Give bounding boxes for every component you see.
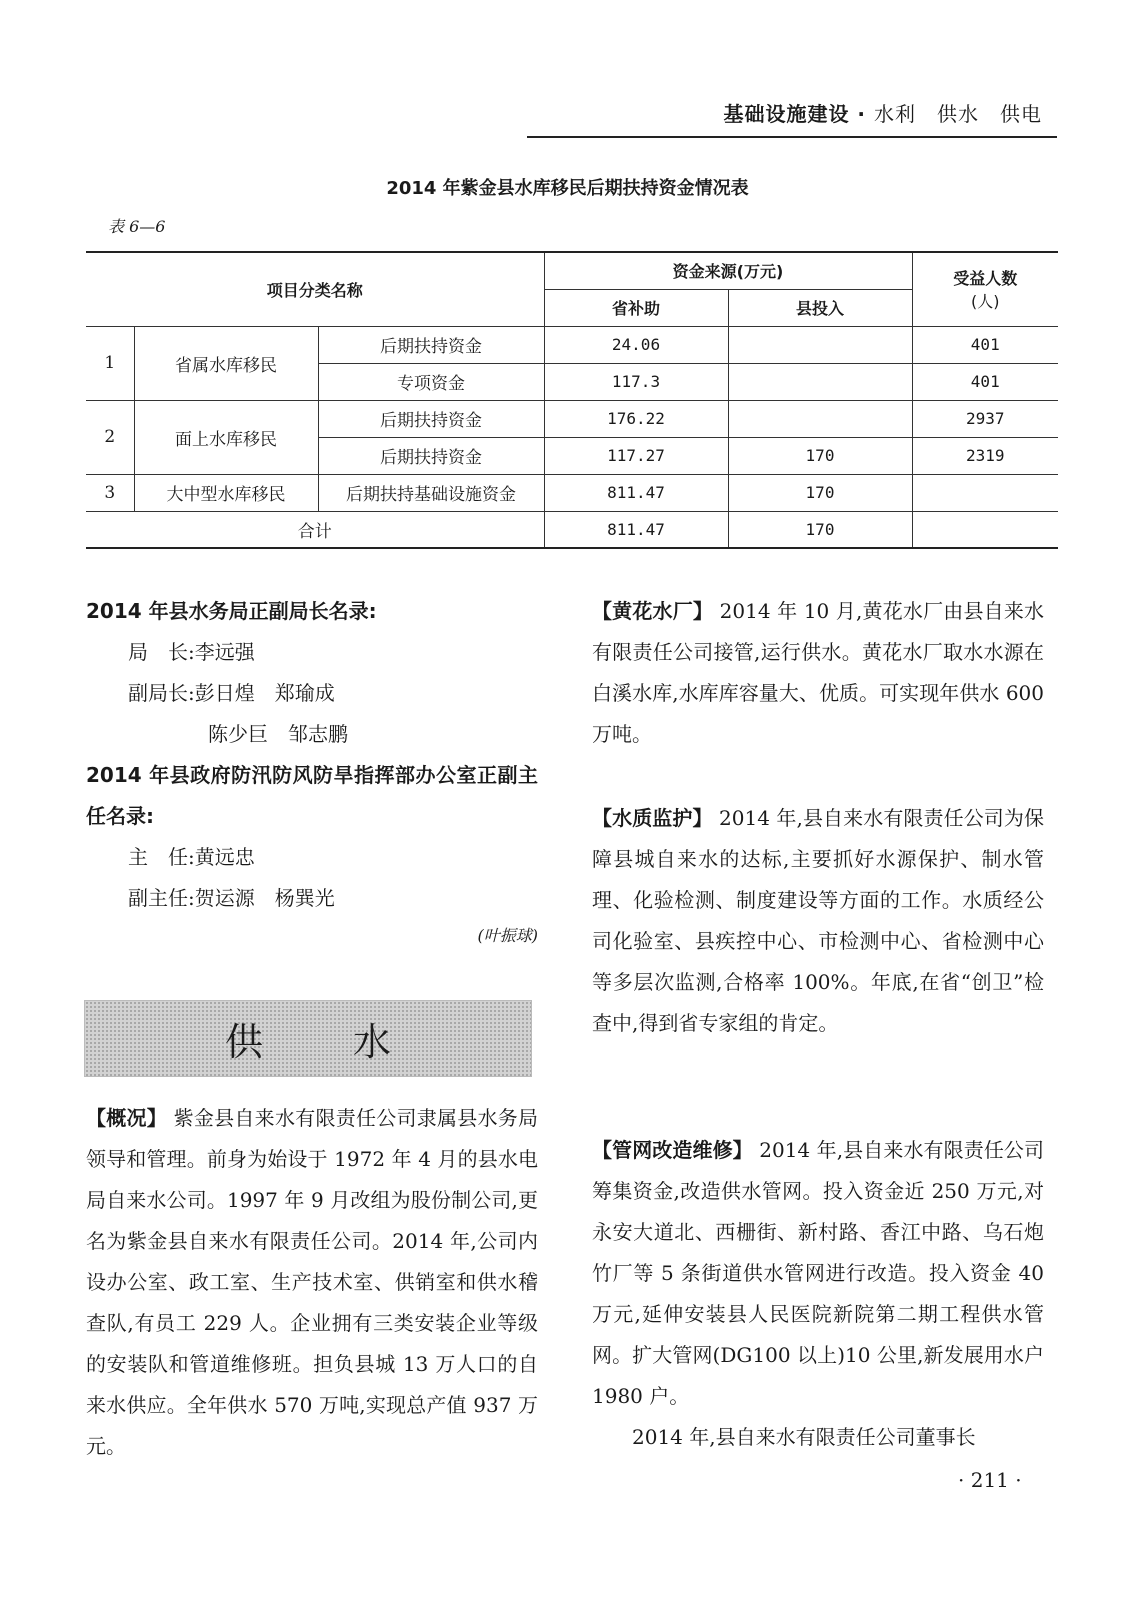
table-title: 2014 年紫金县水库移民后期扶持资金情况表 — [386, 178, 749, 199]
header-beneficiaries-unit: (人) — [971, 292, 1000, 312]
row-county — [728, 400, 912, 437]
table-number: 表 6—6 — [108, 217, 166, 236]
row-beneficiaries: 401 — [912, 363, 1058, 400]
row-beneficiaries: 401 — [912, 326, 1058, 363]
funding-table — [86, 251, 1058, 549]
chairman-line: 2014 年,县自来水有限责任公司董事长 — [632, 1425, 976, 1449]
row-provincial: 811.47 — [544, 474, 728, 511]
row-provincial: 117.3 — [544, 363, 728, 400]
row-number: 2 — [86, 400, 134, 474]
row-county: 170 — [728, 474, 912, 511]
bureau-director: 局 长:李远强 — [128, 640, 255, 664]
row-provincial: 24.06 — [544, 326, 728, 363]
row-number: 1 — [86, 326, 134, 400]
quality-paragraph — [592, 798, 1044, 1044]
pipe-label: 【管网改造维修】 — [592, 1138, 753, 1162]
total-beneficiaries — [912, 511, 1058, 548]
header-beneficiaries-label: 受益人数 — [953, 269, 1018, 289]
row-group: 面上水库移民 — [134, 400, 318, 474]
bureau-deputies-1: 副局长:彭日煌 郑瑜成 — [128, 681, 335, 705]
flood-office-deputies: 副主任:贺运源 杨巽光 — [128, 886, 335, 910]
table-total-row — [86, 511, 1058, 548]
row-item: 后期扶持资金 — [318, 400, 544, 437]
row-number: 3 — [86, 474, 134, 511]
huanghua-label: 【黄花水厂】 — [592, 599, 714, 623]
table-row — [86, 474, 1058, 511]
overview-paragraph — [86, 1098, 538, 1467]
row-beneficiaries: 2937 — [912, 400, 1058, 437]
row-item: 专项资金 — [318, 363, 544, 400]
bureau-deputies-2: 陈少巨 邹志鹏 — [208, 722, 348, 746]
header-beneficiaries — [912, 252, 1058, 326]
header-separator: · — [857, 102, 867, 126]
left-name-lists — [86, 591, 538, 953]
section-title: 供水 — [224, 1020, 481, 1064]
row-group: 大中型水库移民 — [134, 474, 318, 511]
pipe-paragraph-block — [592, 1130, 1044, 1458]
huanghua-text: 2014 年 10 月,黄花水厂由县自来水有限责任公司接管,运行供水。黄花水厂取水水源在白溪水库,水库库容量大、优质。可实现年供水 600 万吨。 — [592, 599, 1045, 746]
row-provincial: 117.27 — [544, 437, 728, 474]
row-county: 170 — [728, 437, 912, 474]
row-group: 省属水库移民 — [134, 326, 318, 400]
header-county: 县投入 — [728, 289, 912, 326]
flood-office-heading: 2014 年县政府防汛防风防旱指挥部办公室正副主任名录: — [86, 763, 538, 828]
total-provincial: 811.47 — [544, 511, 728, 548]
row-item: 后期扶持资金 — [318, 437, 544, 474]
total-label: 合计 — [86, 511, 544, 548]
table-row — [86, 400, 1058, 437]
quality-text: 2014 年,县自来水有限责任公司为保障县城自来水的达标,主要抓好水源保护、制水管理、化验检测、制度建设等方面的工作。水质经公司化验室、县疾控中心、市检测中心、省检测中心等多层次监测,合格率 100%。年底,在省“创卫”检查中,得到省专家组的肯定。 — [592, 806, 1045, 1035]
quality-paragraph-block — [592, 798, 1044, 1044]
row-item: 后期扶持资金 — [318, 326, 544, 363]
table-row — [86, 326, 1058, 363]
quality-label: 【水质监护】 — [592, 806, 713, 830]
author-signature: (叶振球) — [477, 926, 538, 945]
header-provincial: 省补助 — [544, 289, 728, 326]
header-section-main: 基础设施建设 — [723, 102, 850, 126]
row-item: 后期扶持基础设施资金 — [318, 474, 544, 511]
huanghua-paragraph-block — [592, 591, 1044, 755]
overview-text: 紫金县自来水有限责任公司隶属县水务局领导和管理。前身为始设于 1972 年 4 月的县水电局自来水公司。1997 年 9 月改组为股份制公司,更名为紫金县自来水有限责任公司。2014 年,公司内设办公室、政工室、生产技术室、供销室和供水稽查队,有员工 229 人。企业拥有三类安装企业等级的安装队和管道维修班。担负县城 13 万人口的自来水供应。全年供水 570 万吨,实现总产值 937 万元。 — [86, 1106, 539, 1458]
row-county — [728, 326, 912, 363]
row-county — [728, 363, 912, 400]
huanghua-paragraph — [592, 591, 1044, 755]
header-rule — [527, 136, 1057, 138]
header-fund-source: 资金来源(万元) — [544, 252, 912, 289]
row-provincial: 176.22 — [544, 400, 728, 437]
pipe-text: 2014 年,县自来水有限责任公司筹集资金,改造供水管网。投入资金近 250 万元,对永安大道北、西栅街、新村路、香江中路、乌石炮竹厂等 5 条街道供水管网进行改造。投入资金 40 万元,延伸安装县人民医院新院第二期工程供水管网。扩大管网(DG100 以上)10 公里,新发展用水户 1980 户。 — [592, 1138, 1045, 1408]
section-title-banner — [84, 1000, 532, 1077]
flood-office-director: 主 任:黄远忠 — [128, 845, 255, 869]
page-number: · 211 · — [958, 1468, 1022, 1492]
header-category: 项目分类名称 — [86, 252, 544, 326]
pipe-paragraph — [592, 1130, 1044, 1417]
table-header-row — [86, 252, 1058, 289]
row-beneficiaries: 2319 — [912, 437, 1058, 474]
overview-label: 【概况】 — [86, 1106, 168, 1130]
total-county: 170 — [728, 511, 912, 548]
header-section-sub: 水利 供水 供电 — [874, 102, 1042, 126]
bureau-heading: 2014 年县水务局正副局长名录: — [86, 599, 377, 623]
overview-paragraph-block — [86, 1098, 538, 1467]
row-beneficiaries — [912, 474, 1058, 511]
running-header — [600, 98, 1042, 127]
